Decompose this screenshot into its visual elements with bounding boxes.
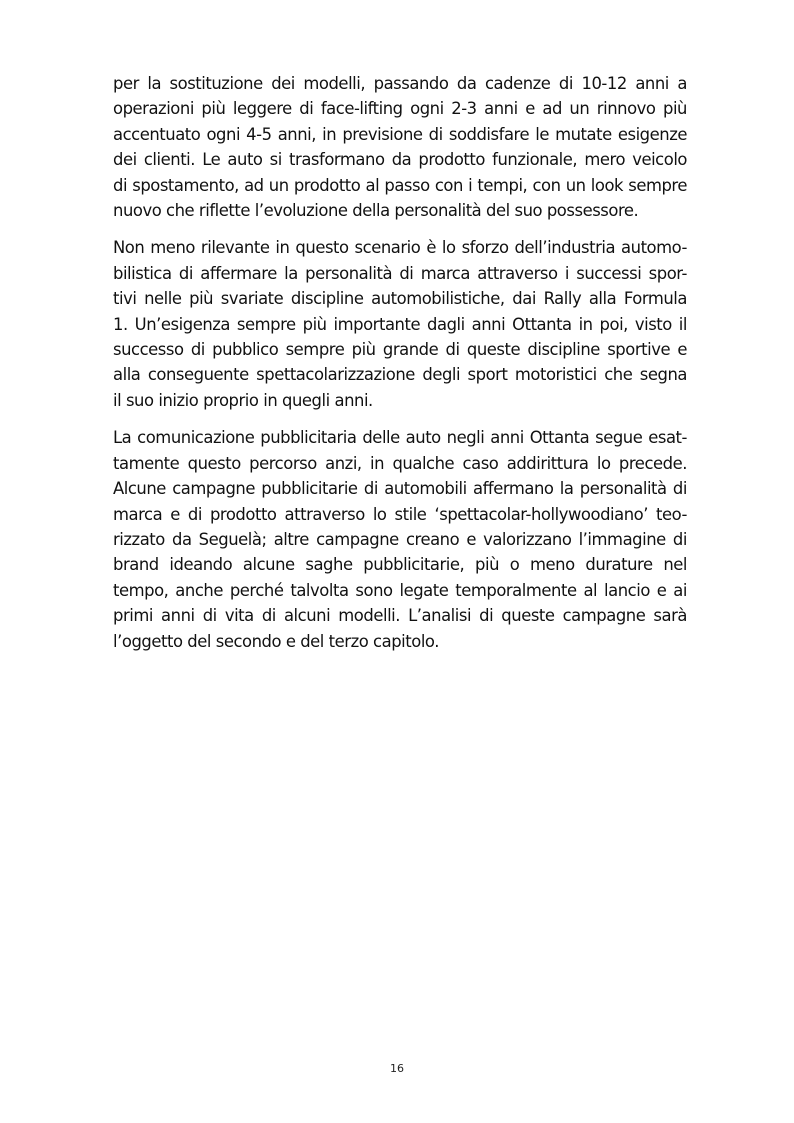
text-line: brand ideando alcune saghe pubblicitarie, più o meno durature nel xyxy=(113,555,687,575)
text-line: alla conseguente spettacolarizzazione degli sport motoristici che segna xyxy=(113,365,687,385)
text-line: l’oggetto del secondo e del terzo capitolo. xyxy=(113,631,439,651)
page-body xyxy=(113,71,687,666)
text-line: primi anni di vita di alcuni modelli. L’analisi di queste campagne sarà xyxy=(113,606,687,626)
text-line: Non meno rilevante in questo scenario è lo sforzo dell’industria automo- xyxy=(113,238,687,258)
paragraph-3 xyxy=(113,425,687,654)
text-line: il suo inizio proprio in quegli anni. xyxy=(113,390,373,410)
paragraph-1 xyxy=(113,71,687,223)
paragraph-2 xyxy=(113,235,687,413)
text-line: successo di pubblico sempre più grande di queste discipline sportive e xyxy=(113,340,687,360)
text-line: di spostamento, ad un prodotto al passo con i tempi, con un look sempre xyxy=(113,175,687,195)
text-line: tamente questo percorso anzi, in qualche caso addirittura lo precede. xyxy=(113,453,687,473)
text-line: tempo, anche perché talvolta sono legate temporalmente al lancio e ai xyxy=(113,580,687,600)
text-line: tivi nelle più svariate discipline automobilistiche, dai Rally alla Formula xyxy=(113,289,687,309)
page-number: 16 xyxy=(390,1062,404,1075)
text-line: La comunicazione pubblicitaria delle auto negli anni Ottanta segue esat- xyxy=(113,428,687,448)
text-line: marca e di prodotto attraverso lo stile ‘spettacolar-hollywoodiano’ teo- xyxy=(113,504,687,524)
text-line: nuovo che riflette l’evoluzione della personalità del suo possessore. xyxy=(113,201,639,221)
text-line: operazioni più leggere di face-lifting ogni 2-3 anni e ad un rinnovo più xyxy=(113,99,687,119)
text-line: dei clienti. Le auto si trasformano da prodotto funzionale, mero veicolo xyxy=(113,150,687,170)
text-line: accentuato ogni 4-5 anni, in previsione di soddisfare le mutate esigenze xyxy=(113,124,687,144)
text-line: bilistica di affermare la personalità di marca attraverso i successi spor- xyxy=(113,263,687,283)
text-line: 1. Un’esigenza sempre più importante dagli anni Ottanta in poi, visto il xyxy=(113,314,687,334)
text-line: rizzato da Seguelà; altre campagne creano e valorizzano l’immagine di xyxy=(113,529,687,549)
text-line: Alcune campagne pubblicitarie di automobili affermano la personalità di xyxy=(113,479,687,499)
text-line: per la sostituzione dei modelli, passando da cadenze di 10-12 anni a xyxy=(113,74,687,93)
